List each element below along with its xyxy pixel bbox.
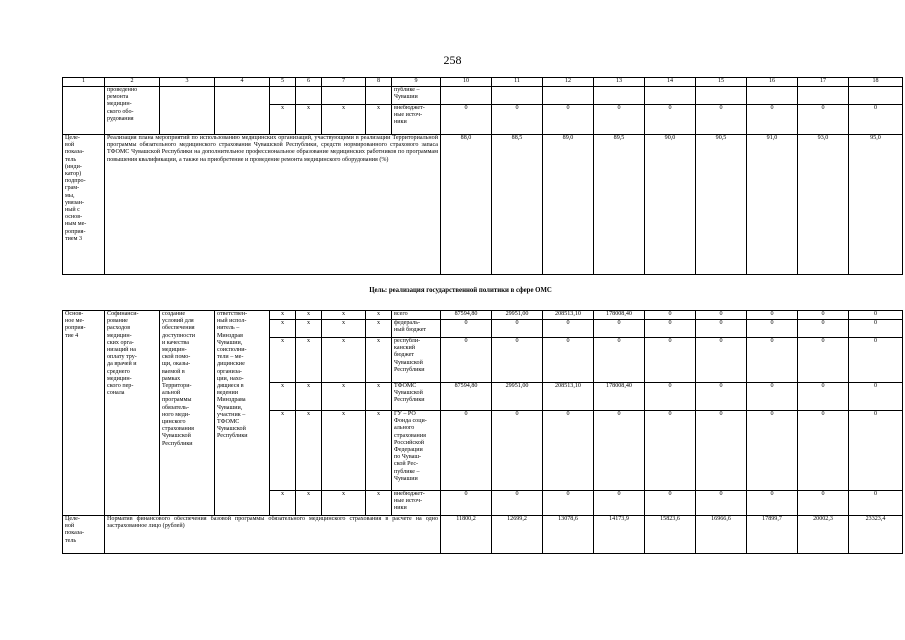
mark-cell: x xyxy=(270,411,296,491)
value-cell: 16966,6 xyxy=(696,516,747,554)
responsible-cell: ответствен- ный испол- нитель – Минздрав Чувашии, соисполни- тели – ме- дицинские организа- ции, нахо- дящиеся в ведении Минздрава Чувашии, участник – ТФОМС Чувашской Республики xyxy=(215,311,270,516)
value-cell: 0 xyxy=(798,491,849,516)
col-number: 4 xyxy=(215,78,270,87)
value-cell: 178008,40 xyxy=(594,383,645,411)
funding-source-cell: федераль- ный бюджет xyxy=(392,320,441,338)
value-cell: 0 xyxy=(543,105,594,135)
empty-cell xyxy=(63,87,105,135)
value-cell: 0 xyxy=(798,320,849,338)
value-cell: 0 xyxy=(594,338,645,383)
measure-label-cell: Основ- ное ме- роприя- тие 4 xyxy=(63,311,105,516)
value-cell: 0 xyxy=(798,105,849,135)
col-number: 17 xyxy=(798,78,849,87)
value-cell: 0 xyxy=(594,320,645,338)
empty-cell xyxy=(594,87,645,105)
value-cell: 0 xyxy=(492,320,543,338)
col-number: 14 xyxy=(645,78,696,87)
page-number: 258 xyxy=(443,53,462,67)
value-cell: 0 xyxy=(492,338,543,383)
value-cell: 0 xyxy=(645,338,696,383)
value-cell: 0 xyxy=(696,411,747,491)
target-indicator-row xyxy=(63,135,903,275)
value-cell: 88,5 xyxy=(492,135,543,275)
mark-cell: x xyxy=(270,320,296,338)
value-cell: 0 xyxy=(747,105,798,135)
col-number: 10 xyxy=(441,78,492,87)
mark-cell: x xyxy=(296,311,322,320)
mark-cell: x xyxy=(322,105,366,135)
value-cell: 0 xyxy=(747,338,798,383)
column-number-row xyxy=(63,78,903,87)
mark-cell: x xyxy=(296,105,322,135)
value-cell: 208513,10 xyxy=(543,311,594,320)
funding-source-cell: внебюджет- ные источ- ники xyxy=(392,105,441,135)
value-cell: 0 xyxy=(543,411,594,491)
empty-cell xyxy=(798,87,849,105)
col-number: 18 xyxy=(849,78,903,87)
measure-name-cell: проведенно ремонта медицин- ского обо- рудования xyxy=(105,87,160,135)
col-number: 9 xyxy=(392,78,441,87)
empty-cell xyxy=(270,87,296,105)
mark-cell: x xyxy=(366,338,392,383)
value-cell: 0 xyxy=(645,411,696,491)
value-cell: 0 xyxy=(441,491,492,516)
target-indicator-row xyxy=(63,516,903,554)
goal-heading: Цель: реализация государственной политики в сфере ОМС xyxy=(369,287,552,294)
funding-source-cell: ТФОМС Чувашской Республики xyxy=(392,383,441,411)
col-number: 6 xyxy=(296,78,322,87)
mark-cell: x xyxy=(296,491,322,516)
mark-cell: x xyxy=(322,311,366,320)
mark-cell: x xyxy=(322,320,366,338)
value-cell: 0 xyxy=(747,311,798,320)
value-cell: 0 xyxy=(696,383,747,411)
value-cell: 17899,7 xyxy=(747,516,798,554)
mark-cell: x xyxy=(322,338,366,383)
col-number: 5 xyxy=(270,78,296,87)
col-number: 12 xyxy=(543,78,594,87)
target-indicator-text: Реализация плана мероприятий по использованию медицинских организаций, участвующими в реализации Территориальной программы обязательного медицинского страхования Чувашской Республики, средств нормированного страхового запаса ТФОМС Чувашской Республики на дополнительное профессиональное образование медицинских работников по программам повышения квалификации, а также на приобретение и проведение ремонта медицинского оборудования (%) xyxy=(105,135,441,275)
value-cell: 0 xyxy=(645,383,696,411)
value-cell: 13078,6 xyxy=(543,516,594,554)
empty-cell xyxy=(296,87,322,105)
empty-cell xyxy=(160,87,215,135)
value-cell: 23323,4 xyxy=(849,516,903,554)
value-cell: 0 xyxy=(696,491,747,516)
value-cell: 0 xyxy=(441,338,492,383)
mark-cell: x xyxy=(296,338,322,383)
value-cell: 0 xyxy=(747,383,798,411)
value-cell: 0 xyxy=(645,491,696,516)
empty-cell xyxy=(696,87,747,105)
mark-cell: x xyxy=(366,491,392,516)
value-cell: 0 xyxy=(441,320,492,338)
value-cell: 0 xyxy=(798,411,849,491)
value-cell: 90,5 xyxy=(696,135,747,275)
value-cell: 89,0 xyxy=(543,135,594,275)
value-cell: 0 xyxy=(849,338,903,383)
value-cell: 20002,3 xyxy=(798,516,849,554)
mark-cell: x xyxy=(270,491,296,516)
value-cell: 0 xyxy=(594,491,645,516)
mark-cell: x xyxy=(366,383,392,411)
value-cell: 93,0 xyxy=(798,135,849,275)
col-number: 7 xyxy=(322,78,366,87)
mark-cell: x xyxy=(366,105,392,135)
value-cell: 0 xyxy=(492,411,543,491)
value-cell: 95,0 xyxy=(849,135,903,275)
value-cell: 0 xyxy=(543,491,594,516)
value-cell: 208513,10 xyxy=(543,383,594,411)
mark-cell: x xyxy=(366,311,392,320)
measure-name-cell: Софинанси- рование расходов медицин- ских орга- низаций на оплату тру- да врачей и среднего медицин- ского пер- сонала xyxy=(105,311,160,516)
value-cell: 0 xyxy=(696,105,747,135)
value-cell: 0 xyxy=(645,105,696,135)
mark-cell: x xyxy=(270,338,296,383)
value-cell: 91,0 xyxy=(747,135,798,275)
funding-source-cell: всего xyxy=(392,311,441,320)
value-cell: 12699,2 xyxy=(492,516,543,554)
empty-cell xyxy=(215,87,270,135)
empty-cell xyxy=(747,87,798,105)
value-cell: 0 xyxy=(645,320,696,338)
mark-cell: x xyxy=(322,411,366,491)
value-cell: 0 xyxy=(492,491,543,516)
empty-cell xyxy=(645,87,696,105)
col-number: 13 xyxy=(594,78,645,87)
value-cell: 0 xyxy=(747,320,798,338)
value-cell: 0 xyxy=(849,383,903,411)
mark-cell: x xyxy=(270,311,296,320)
mark-cell: x xyxy=(366,320,392,338)
empty-cell xyxy=(543,87,594,105)
value-cell: 0 xyxy=(849,411,903,491)
col-number: 2 xyxy=(105,78,160,87)
value-cell: 11800,2 xyxy=(441,516,492,554)
value-cell: 89,5 xyxy=(594,135,645,275)
target-indicator-label: Целе- вой показа- тель (инди- катор) подпро- грам- мы, увязан- ный с основ- ным ме- роприя- тием 3 xyxy=(63,135,105,275)
mark-cell: x xyxy=(322,383,366,411)
budget-table-oms xyxy=(62,310,903,554)
budget-table-continuation xyxy=(62,77,903,275)
col-number: 8 xyxy=(366,78,392,87)
target-indicator-label: Целе- вой показа- тель xyxy=(63,516,105,554)
funding-source-cell: публике – Чувашии xyxy=(392,87,441,105)
value-cell: 0 xyxy=(594,105,645,135)
col-number: 1 xyxy=(63,78,105,87)
value-cell: 88,0 xyxy=(441,135,492,275)
value-cell: 0 xyxy=(798,338,849,383)
mark-cell: x xyxy=(296,320,322,338)
value-cell: 0 xyxy=(747,411,798,491)
value-cell: 0 xyxy=(849,320,903,338)
value-cell: 0 xyxy=(696,320,747,338)
value-cell: 0 xyxy=(849,105,903,135)
value-cell: 0 xyxy=(696,338,747,383)
value-cell: 0 xyxy=(543,320,594,338)
mark-cell: x xyxy=(296,411,322,491)
empty-cell xyxy=(366,87,392,105)
value-cell: 0 xyxy=(849,311,903,320)
col-number: 11 xyxy=(492,78,543,87)
value-cell: 29951,00 xyxy=(492,311,543,320)
value-cell: 0 xyxy=(543,338,594,383)
value-cell: 0 xyxy=(849,491,903,516)
empty-cell xyxy=(492,87,543,105)
mark-cell: x xyxy=(270,105,296,135)
value-cell: 14173,9 xyxy=(594,516,645,554)
value-cell: 178008,40 xyxy=(594,311,645,320)
empty-cell xyxy=(441,87,492,105)
value-cell: 0 xyxy=(441,105,492,135)
col-number: 15 xyxy=(696,78,747,87)
table-row xyxy=(63,87,903,105)
funding-source-cell: ГУ – РО Фонда соци- ального страхования Российской Федерации по Чуваш- ской Рес- публике – Чувашии xyxy=(392,411,441,491)
value-cell: 29951,00 xyxy=(492,383,543,411)
mark-cell: x xyxy=(296,383,322,411)
value-cell: 0 xyxy=(747,491,798,516)
value-cell: 0 xyxy=(492,105,543,135)
value-cell: 87594,80 xyxy=(441,311,492,320)
funding-source-cell: внебюджет- ные источ- ники xyxy=(392,491,441,516)
col-number: 16 xyxy=(747,78,798,87)
table-row xyxy=(63,311,903,320)
mark-cell: x xyxy=(270,383,296,411)
col-number: 3 xyxy=(160,78,215,87)
value-cell: 0 xyxy=(594,411,645,491)
measure-goal-cell: создание условий для обеспечения доступности и качества медицин- ской помо- щи, оказы- ваемой в рамках Территори- альной программы обязатель- ного меди- цинского страхования Чувашской Республики xyxy=(160,311,215,516)
value-cell: 0 xyxy=(696,311,747,320)
value-cell: 0 xyxy=(441,411,492,491)
funding-source-cell: республи- канский бюджет Чувашской Республики xyxy=(392,338,441,383)
value-cell: 90,0 xyxy=(645,135,696,275)
value-cell: 0 xyxy=(645,311,696,320)
mark-cell: x xyxy=(322,491,366,516)
value-cell: 0 xyxy=(798,383,849,411)
empty-cell xyxy=(322,87,366,105)
mark-cell: x xyxy=(366,411,392,491)
target-indicator-text: Норматив финансового обеспечения базовой программы обязательного медицинского страхования в расчете на одно застрахованное лицо (рублей) xyxy=(105,516,441,554)
value-cell: 0 xyxy=(798,311,849,320)
value-cell: 87594,80 xyxy=(441,383,492,411)
value-cell: 15823,6 xyxy=(645,516,696,554)
empty-cell xyxy=(849,87,903,105)
